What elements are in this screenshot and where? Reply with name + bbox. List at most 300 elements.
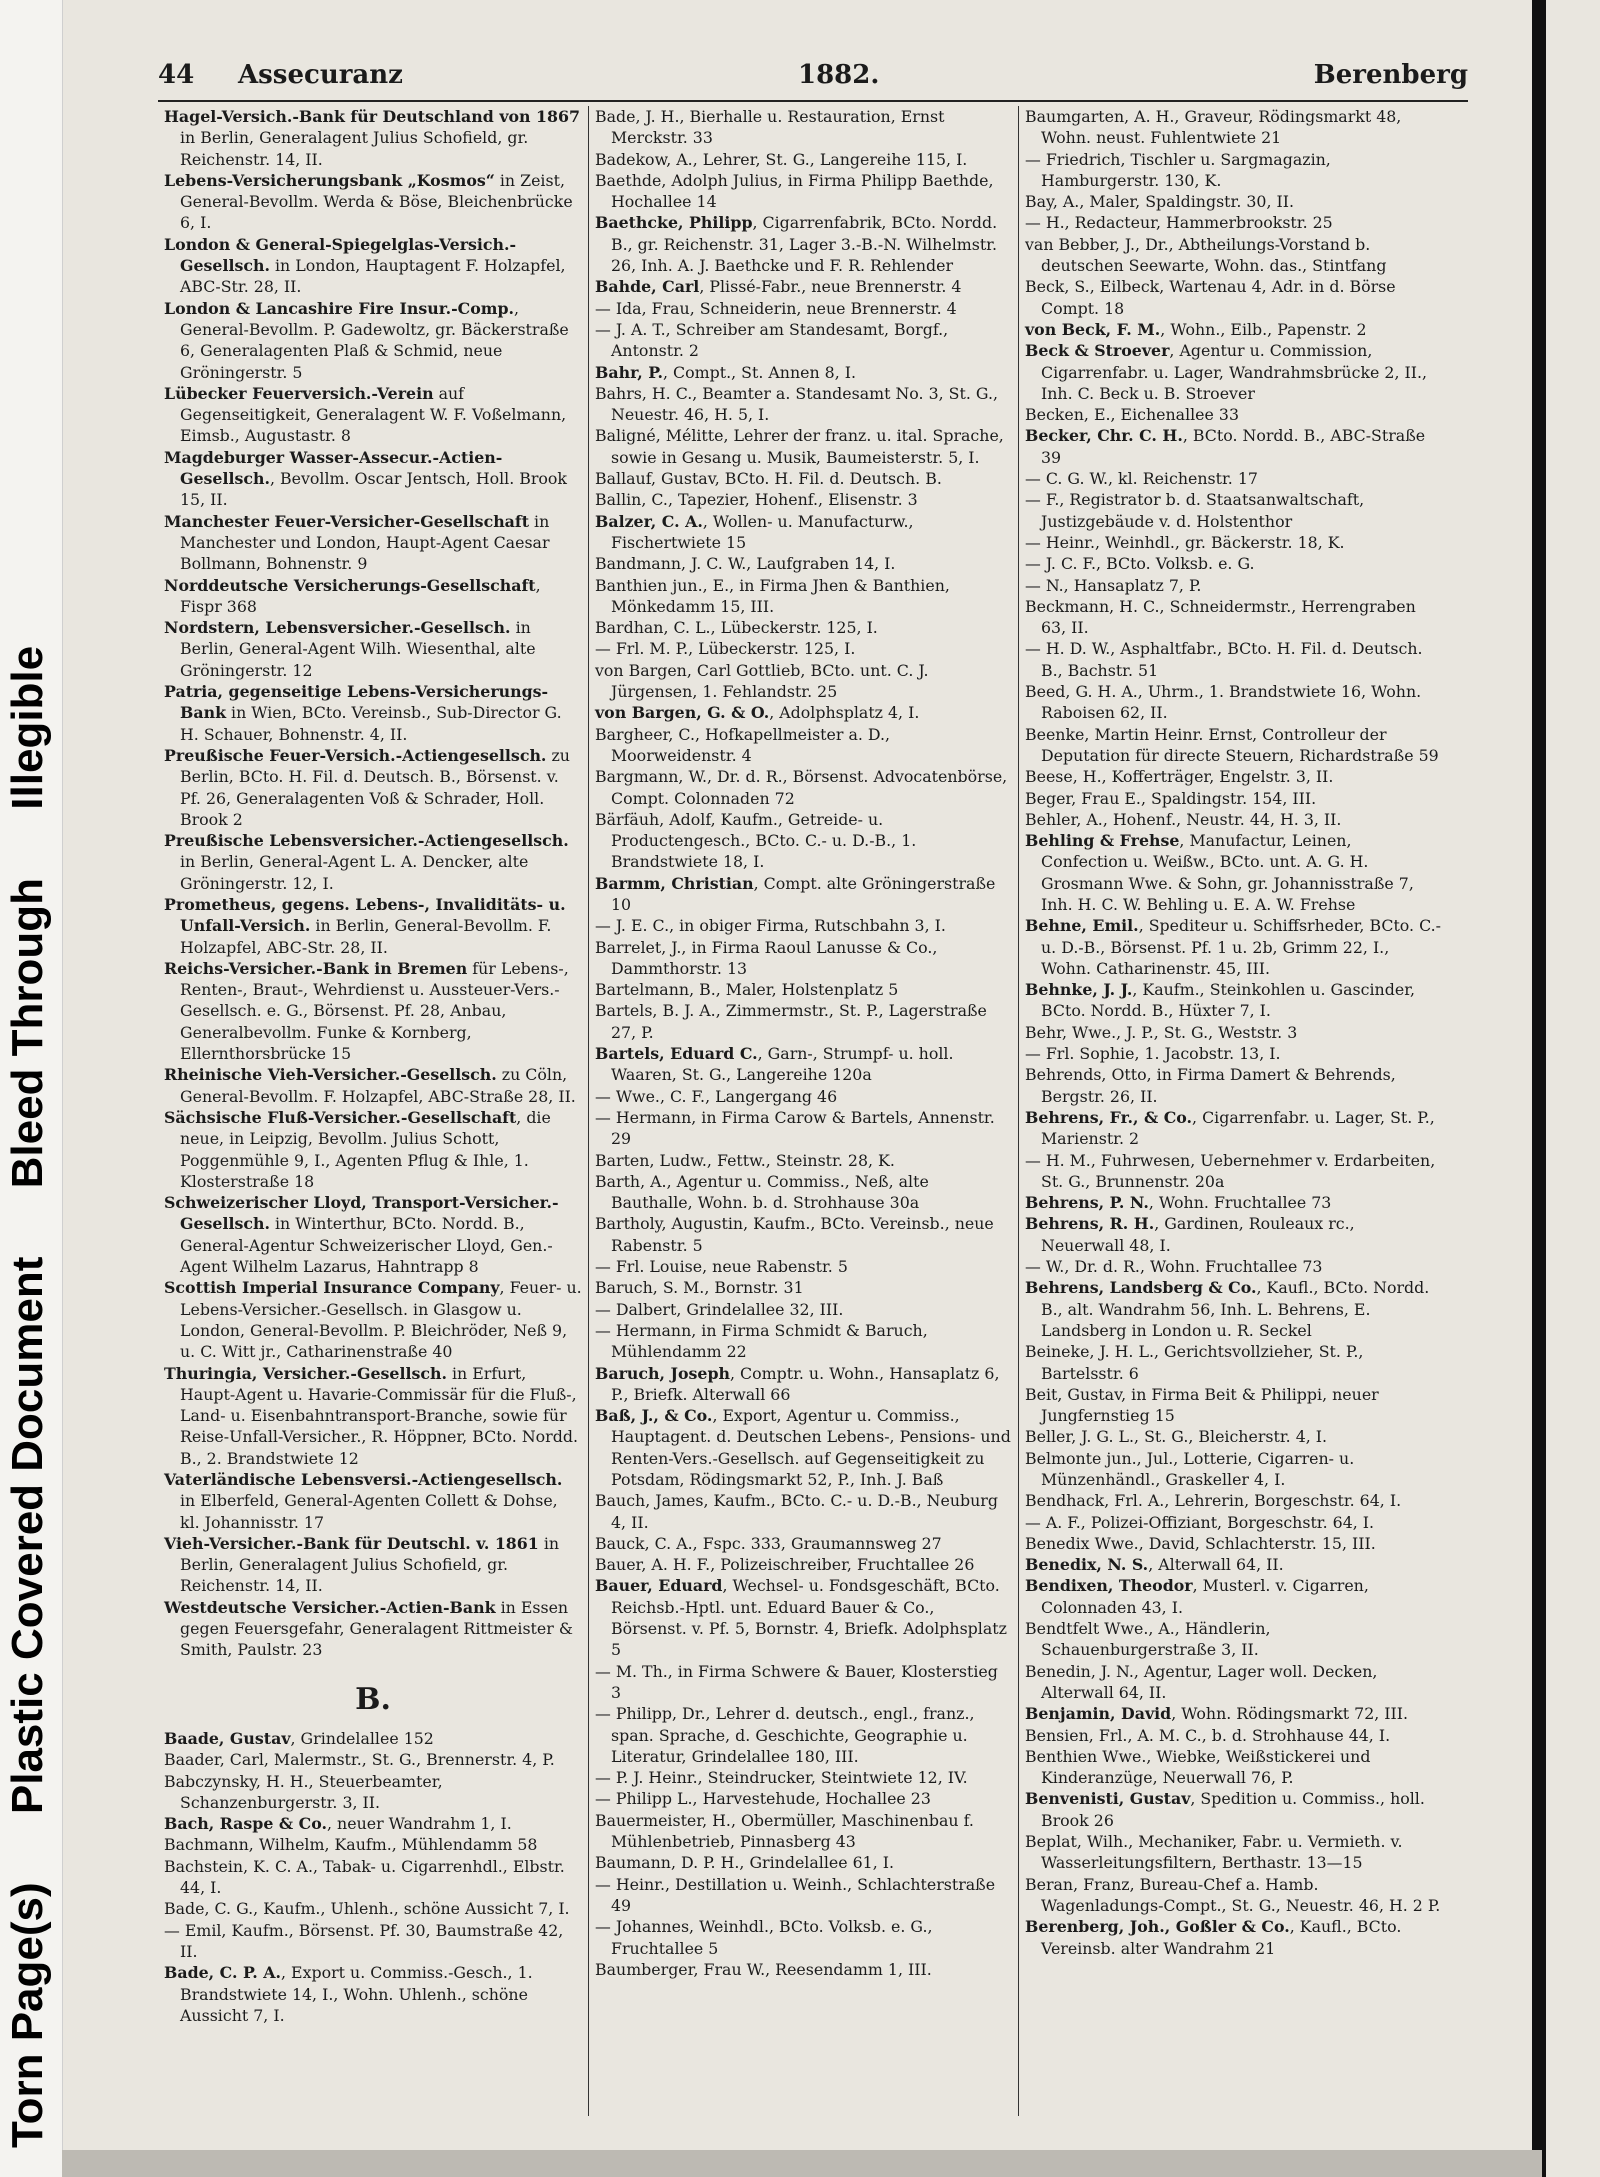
directory-entry <box>1025 1831 1442 1874</box>
entry-details: Bauch, James, Kaufm., BCto. C.- u. D.-B., Neuburg 4, II. <box>595 1491 998 1532</box>
entry-details: in Berlin, Generalagent Julius Schofield, gr. Reichenstr. 14, II. <box>180 1533 560 1596</box>
running-head: Berenberg <box>1313 60 1468 90</box>
entry-details: Belmonte jun., Jul., Lotterie, Cigarren- u. Münzenhändl., Graskeller 4, I. <box>1025 1448 1355 1489</box>
directory-entry <box>595 1852 1012 1873</box>
entry-details: , Kaufl., BCto. Nordd. B., alt. Wandrahm 56, Inh. L. Behrens, E. Landsberg in London u. R. Seckel <box>1041 1278 1430 1340</box>
entry-details: Beran, Franz, Bureau-Chef a. Hamb. Wagenladungs-Compt., St. G., Neuestr. 46, H. 2 P. <box>1025 1874 1441 1915</box>
directory-entry <box>595 766 1012 809</box>
entry-details: , neuer Wandrahm 1, I. <box>327 1814 512 1834</box>
directory-entry <box>595 873 1012 916</box>
directory-entry <box>595 319 1012 362</box>
directory-entry <box>1025 1874 1442 1917</box>
entry-details: , Spedition u. Commiss., holl. Brook 26 <box>1041 1789 1425 1830</box>
directory-entry <box>1025 1554 1442 1575</box>
entry-details: , Compt. alte Gröningerstraße 10 <box>611 873 996 914</box>
directory-entry <box>595 915 1012 936</box>
entry-details: Bartholy, Augustin, Kaufm., BCto. Vereinsb., neue Rabenstr. 5 <box>595 1214 994 1255</box>
directory-entry <box>164 1771 582 1814</box>
entry-details: Beplat, Wilh., Mechaniker, Fabr. u. Vermieth. v. Wasserleitungsfiltern, Berthastr. 13—15 <box>1025 1832 1403 1873</box>
entry-details: Beineke, J. H. L., Gerichtsvollzieher, St. P., Bartelsstr. 6 <box>1025 1342 1364 1383</box>
directory-entry <box>595 149 1012 170</box>
entry-details: zu Berlin, BCto. H. Fil. d. Deutsch. B., Börsenst. v. Pf. 26, Generalagenten Voß & Schrader, Holl. Brook 2 <box>180 745 570 829</box>
directory-entry <box>1025 1277 1442 1341</box>
entry-details: — A. F., Polizei-Offiziant, Borgeschstr. 64, I. <box>1025 1512 1375 1532</box>
entry-name: Vaterländische Lebensversi.-Actiengesellsch. <box>164 1470 563 1489</box>
directory-entry <box>1025 1618 1442 1661</box>
directory-entry <box>595 1810 1012 1853</box>
entry-details: — N., Hansaplatz 7, P. <box>1025 575 1202 595</box>
entry-details: — Heinr., Weinhdl., gr. Bäckerstr. 18, K. <box>1025 532 1345 552</box>
directory-entry <box>1025 106 1442 149</box>
directory-entry <box>164 1898 582 1919</box>
scan-bottom-edge <box>62 2150 1542 2177</box>
entry-details: , Alterwall 64, II. <box>1148 1555 1284 1575</box>
entry-details: in Berlin, General-Bevollm. F. Holzapfel, ABC-Str. 28, II. <box>180 916 552 957</box>
directory-entry <box>595 1150 1012 1171</box>
entry-details: für Lebens-, Renten-, Braut-, Wehrdienst u. Aussteuer-Vers.-Gesellsch. e. G., Börsenst. Pf. 28, Anbau, Generalbevollm. Funke & Kornberg, Ellernthorsbrücke 15 <box>180 958 569 1064</box>
entry-details: in Berlin, Generalagent Julius Schofield, gr. Reichenstr. 14, II. <box>180 128 529 169</box>
entry-details: , Wechsel- u. Fondsgeschäft, BCto. Reichsb.-Hptl. unt. Eduard Bauer & Co., Börsenst. v. Pf. 5, Bornstr. 4, Briefk. Adolphsplatz 5 <box>611 1576 1007 1660</box>
directory-entry <box>1025 1725 1442 1746</box>
directory-entry <box>1025 1703 1442 1724</box>
entry-details: Baumberger, Frau W., Reesendamm 1, III. <box>595 1959 932 1979</box>
directory-entry <box>595 979 1012 1000</box>
entry-name: Benjamin, David <box>1025 1704 1172 1724</box>
entry-details: — Frl. Louise, neue Rabenstr. 5 <box>595 1257 848 1277</box>
directory-entry <box>1025 191 1442 212</box>
directory-entry <box>595 1788 1012 1809</box>
directory-entry <box>1025 1426 1442 1447</box>
entry-details: Becken, E., Eichenallee 33 <box>1025 405 1240 425</box>
entry-name: Balzer, C. A. <box>595 511 703 531</box>
directory-entry <box>164 958 582 1064</box>
entry-details: — H., Redacteur, Hammerbrookstr. 25 <box>1025 213 1333 233</box>
entry-details: Bauer, A. H. F., Polizeischreiber, Fruchtallee 26 <box>595 1555 975 1575</box>
entry-name: Lebens-Versicherungsbank „Kosmos“ <box>164 170 495 190</box>
directory-entry <box>164 1469 582 1533</box>
entry-details: , General-Bevollm. P. Gadewoltz, gr. Bäckerstraße 6, Generalagenten Plaß & Schmid, neue Gröningerstr. 5 <box>180 298 569 382</box>
directory-entry <box>595 276 1012 297</box>
directory-entry <box>595 1086 1012 1107</box>
directory-entry <box>1025 596 1442 639</box>
directory-entry <box>164 1107 582 1192</box>
directory-entry <box>595 489 1012 510</box>
directory-entry <box>1025 1512 1442 1533</box>
entry-details: , Cigarrenfabrik, BCto. Nordd. B., gr. Reichenstr. 31, Lager 3.-B.-N. Wilhelmstr. 26, Inh. A. J. Baethcke und F. R. Rehlender <box>611 213 998 276</box>
entry-name: Benedix, N. S. <box>1025 1555 1149 1575</box>
directory-entry <box>595 1916 1012 1959</box>
directory-entry <box>595 937 1012 980</box>
entry-details: , Wohn. Fruchtallee 73 <box>1148 1193 1332 1213</box>
column-3 <box>1018 106 1448 2116</box>
directory-entry <box>164 447 582 511</box>
entry-details: — W., Dr. d. R., Wohn. Fruchtallee 73 <box>1025 1257 1323 1277</box>
entry-details: , Feuer- u. Lebens-Versicher.-Gesellsch. in Glasgow u. London, General-Bevollm. P. Bleichröder, Neß 9, u. C. Witt jr., Catharinenstraße 40 <box>180 1278 582 1362</box>
entry-name: Bade, C. P. A. <box>164 1963 281 1983</box>
entry-details: , die neue, in Leipzig, Bevollm. Julius Schott, Poggenmühle 9, I., Agenten Pflug & Ihle, 1. Klosterstraße 18 <box>180 1107 551 1191</box>
entry-details: Behrends, Otto, in Firma Damert & Behrends, Bergstr. 26, II. <box>1025 1065 1396 1106</box>
page-number: 44 <box>158 60 195 90</box>
column-1 <box>158 106 588 2116</box>
column-container <box>158 106 1468 2116</box>
directory-entry <box>595 106 1012 149</box>
entry-details: , Export, Agentur u. Commiss., Hauptagent. d. Deutschen Lebens-, Pensions- und Renten-Vers.-Gesellsch. auf Gegenseitigkeit zu Potsdam, Rödingsmarkt 52, P., Inh. J. Baß <box>611 1406 1011 1489</box>
directory-entry <box>164 617 582 681</box>
directory-entry <box>595 809 1012 873</box>
directory-entry <box>1025 1490 1442 1511</box>
label-plastic-covered: Plastic Covered Document <box>3 1256 52 1815</box>
entry-name: Sächsische Fluß-Versicher.-Gesellschaft <box>164 1107 517 1127</box>
entry-details: in Manchester und London, Haupt-Agent Caesar Bollmann, Bohnenstr. 9 <box>180 511 550 574</box>
entry-details: zu Cöln, General-Bevollm. F. Holzapfel, ABC-Straße 28, II. <box>180 1065 576 1106</box>
directory-entry <box>1025 404 1442 425</box>
directory-entry <box>1025 1575 1442 1618</box>
directory-entry <box>595 1256 1012 1277</box>
entry-details: — Friedrich, Tischler u. Sargmagazin, Hamburgerstr. 130, K. <box>1025 149 1331 190</box>
entry-details: Benedix Wwe., David, Schlachterstr. 15, III. <box>1025 1533 1376 1553</box>
entry-details: , Kaufm., Steinkohlen u. Gascinder, BCto. Nordd. B., Hüxter 7, I. <box>1041 980 1416 1021</box>
entry-details: Beed, G. H. A., Uhrm., 1. Brandstwiete 16, Wohn. Raboisen 62, II. <box>1025 682 1422 723</box>
entry-name: Baethcke, Philipp <box>595 213 753 233</box>
directory-entry <box>595 1277 1012 1298</box>
entry-details: — Emil, Kaufm., Börsenst. Pf. 30, Baumstraße 42, II. <box>164 1920 564 1961</box>
directory-entry <box>164 894 582 958</box>
directory-entry <box>1025 276 1442 319</box>
entry-details: Behr, Wwe., J. P., St. G., Weststr. 3 <box>1025 1022 1298 1042</box>
directory-entry <box>595 383 1012 426</box>
entry-details: Bardhan, C. L., Lübeckerstr. 125, I. <box>595 618 878 638</box>
directory-entry <box>164 1962 582 2026</box>
entry-name: Norddeutsche Versicherungs-Gesellschaft <box>164 575 536 595</box>
directory-entry <box>595 1213 1012 1256</box>
entry-details: — Frl. Sophie, 1. Jacobstr. 13, I. <box>1025 1044 1281 1064</box>
entry-details: in Wien, BCto. Vereinsb., Sub-Director G. H. Schauer, Bohnenstr. 4, II. <box>180 703 562 744</box>
entry-details: Baethde, Adolph Julius, in Firma Philipp Baethde, Hochallee 14 <box>595 170 994 212</box>
directory-entry <box>1025 1384 1442 1427</box>
directory-entry <box>1025 830 1442 915</box>
entry-name: Lübecker Feuerversich.-Verein <box>164 383 434 403</box>
entry-details: in Berlin, General-Agent Wilh. Wiesenthal, alte Gröningerstr. 12 <box>180 618 536 680</box>
entry-details: — J. C. F., BCto. Volksb. e. G. <box>1025 554 1255 574</box>
entry-name: Barmm, Christian <box>595 873 754 893</box>
directory-entry <box>1025 915 1442 979</box>
directory-entry <box>595 1171 1012 1214</box>
directory-entry <box>164 1597 582 1661</box>
directory-entry <box>595 1575 1012 1660</box>
directory-entry <box>1025 766 1442 787</box>
entry-details: — C. G. W., kl. Reichenstr. 17 <box>1025 469 1258 489</box>
directory-entry <box>595 1107 1012 1150</box>
directory-entry <box>1025 809 1442 830</box>
directory-entry <box>1025 489 1442 532</box>
entry-details: , Export u. Commiss.-Gesch., 1. Brandstwiete 14, I., Wohn. Uhlenh., schöne Aussicht 7, I. <box>180 1963 533 2025</box>
directory-entry <box>1025 1064 1442 1107</box>
entry-details: , Compt., St. Annen 8, I. <box>663 362 857 382</box>
entry-details: Bachmann, Wilhelm, Kaufm., Mühlendamm 58 <box>164 1835 538 1855</box>
entry-details: Baumgarten, A. H., Graveur, Rödingsmarkt 48, Wohn. neust. Fuhlentwiete 21 <box>1025 107 1402 148</box>
entry-details: von Bargen, Carl Gottlieb, BCto. unt. C. J. Jürgensen, 1. Fehlandstr. 25 <box>595 660 929 702</box>
entry-name: Scottish Imperial Insurance Company <box>164 1278 500 1298</box>
entry-name: Behrens, P. N. <box>1025 1193 1149 1213</box>
entry-name: Bahde, Carl <box>595 277 700 297</box>
directory-entry <box>1025 149 1442 192</box>
entry-name: Preußische Lebensversicher.-Actiengesellsch. <box>164 831 569 851</box>
entry-details: Beller, J. G. L., St. G., Bleicherstr. 4, I. <box>1025 1427 1328 1447</box>
directory-entry <box>595 1874 1012 1917</box>
entry-details: Banthien jun., E., in Firma Jhen & Banthien, Mönkedamm 15, III. <box>595 575 950 616</box>
entry-details: Babczynsky, H. H., Steuerbeamter, Schanzenburgerstr. 3, II. <box>164 1771 443 1812</box>
directory-entry <box>164 575 582 618</box>
entry-details: — J. A. T., Schreiber am Standesamt, Borgf., Antonstr. 2 <box>595 319 949 361</box>
directory-entry <box>595 702 1012 723</box>
entry-details: in Winterthur, BCto. Nordd. B., General-Agentur Schweizerischer Lloyd, Gen.-Agent Wilhelm Lazarus, Hahntrapp 8 <box>180 1214 553 1277</box>
directory-entry <box>164 1834 582 1855</box>
directory-entry <box>164 1533 582 1597</box>
entry-name: London & Lancashire Fire Insur.-Comp. <box>164 298 515 318</box>
directory-entry <box>1025 788 1442 809</box>
directory-entry <box>595 575 1012 618</box>
directory-entry <box>164 830 582 894</box>
entry-details: Bahrs, H. C., Beamter a. Standesamt No. 3, St. G., Neuestr. 46, H. 5, I. <box>595 383 998 425</box>
entry-details: , Plissé-Fabr., neue Brennerstr. 4 <box>699 277 962 297</box>
entry-details: — H. D. W., Asphaltfabr., BCto. H. Fil. d. Deutsch. B., Bachstr. 51 <box>1025 639 1423 680</box>
directory-entry <box>164 1856 582 1899</box>
directory-entry <box>1025 468 1442 489</box>
directory-entry <box>164 170 582 234</box>
directory-entry <box>1025 1213 1442 1256</box>
scan-right-edge <box>1532 0 1546 2177</box>
directory-entry <box>595 1299 1012 1320</box>
entry-details: Bauermeister, H., Obermüller, Maschinenbau f. Mühlenbetrieb, Pinnasberg 43 <box>595 1810 974 1852</box>
entry-details: Bärfäuh, Adolf, Kaufm., Getreide- u. Productengesch., BCto. C.- u. D.-B., 1. Brandstwiete 18, I. <box>595 809 917 872</box>
entry-name: Bahr, P. <box>595 362 664 382</box>
entry-details: Bargheer, C., Hofkapellmeister a. D., Moorweidenstr. 4 <box>595 724 891 765</box>
directory-entry <box>1025 234 1442 277</box>
entry-name: von Beck, F. M. <box>1025 319 1161 339</box>
entry-name: Bauer, Eduard <box>595 1576 723 1596</box>
directory-entry <box>1025 1746 1442 1789</box>
directory-entry <box>595 511 1012 554</box>
entry-details: Beckmann, H. C., Schneidermstr., Herrengraben 63, II. <box>1025 596 1416 638</box>
entry-details: , Fispr 368 <box>180 575 541 616</box>
entry-details: Bade, C. G., Kaufm., Uhlenh., schöne Aussicht 7, I. <box>164 1899 570 1919</box>
scan-condition-labels <box>3 28 63 2148</box>
directory-entry <box>1025 1150 1442 1193</box>
entry-details: Bendhack, Frl. A., Lehrerin, Borgeschstr. 64, I. <box>1025 1491 1402 1511</box>
entry-details: in Zeist, General-Bevollm. Werda & Böse, Bleichenbrücke 6, I. <box>180 170 573 233</box>
entry-details: — P. J. Heinr., Steindrucker, Steintwiete 12, IV. <box>595 1768 968 1788</box>
directory-entry <box>164 106 582 170</box>
directory-page <box>158 60 1468 2122</box>
label-torn-pages: Torn Page(s) <box>3 1882 52 2148</box>
column-2 <box>588 106 1018 2116</box>
entry-name: Behnke, J. J. <box>1025 980 1133 1000</box>
entry-details: in Erfurt, Haupt-Agent u. Havarie-Commissär für die Fluß-, Land- u. Eisenbahntransport-Branche, sowie für Reise-Unfall-Versicher., R. Höppner, BCto. Nordd. B., 2. Brandstwiete 12 <box>180 1363 578 1468</box>
directory-entry <box>1025 1192 1442 1213</box>
directory-entry <box>164 383 582 447</box>
directory-entry <box>164 511 582 575</box>
entry-name: Behling & Frehse <box>1025 831 1180 851</box>
section-letter-heading: B. <box>355 1681 391 1717</box>
directory-entry <box>1025 425 1442 468</box>
entry-details: , Garn-, Strumpf- u. holl. Waaren, St. G., Langereihe 120a <box>611 1044 954 1085</box>
directory-entry <box>164 1920 582 1963</box>
entry-name: Behrens, R. H. <box>1025 1214 1155 1234</box>
entry-name: Berenberg, Joh., Goßler & Co. <box>1025 1917 1290 1937</box>
directory-entry <box>595 1959 1012 1980</box>
directory-entry <box>1025 1107 1442 1150</box>
entry-details: auf Gegenseitigkeit, Generalagent W. F. Voßelmann, Eimsb., Augustastr. 8 <box>180 383 567 446</box>
entry-name: Magdeburger Wasser-Assecur.-Actien-Gesellsch. <box>164 447 503 489</box>
entry-details: Baader, Carl, Malermstr., St. G., Brennerstr. 4, P. <box>164 1750 555 1770</box>
directory-entry <box>595 425 1012 468</box>
entry-details: Bandmann, J. C. W., Laufgraben 14, I. <box>595 554 896 574</box>
entry-details: , Wollen- u. Manufacturw., Fischertwiete 15 <box>611 511 914 552</box>
entry-details: Baruch, S. M., Bornstr. 31 <box>595 1278 804 1298</box>
entry-details: — Hermann, in Firma Carow & Bartels, Annenstr. 29 <box>595 1107 995 1149</box>
directory-entry <box>595 638 1012 659</box>
directory-entry <box>595 660 1012 703</box>
entry-details: , Agentur u. Commission, Cigarrenfabr. u. Lager, Wandrahmsbrücke 2, II., Inh. C. Beck u. B. Stroever <box>1041 341 1428 403</box>
directory-entry <box>595 1405 1012 1490</box>
entry-details: Ballin, C., Tapezier, Hohenf., Elisenstr. 3 <box>595 490 918 510</box>
directory-entry <box>1025 575 1442 596</box>
entry-details: , Gardinen, Rouleaux rc., Neuerwall 48, I. <box>1041 1214 1355 1255</box>
entry-name: von Bargen, G. & O. <box>595 703 770 723</box>
entry-details: Barth, A., Agentur u. Commiss., Neß, alte Bauthalle, Wohn. b. d. Strohhause 30a <box>595 1171 929 1213</box>
directory-entry <box>595 1043 1012 1086</box>
entry-name: Reichs-Versicher.-Bank in Bremen <box>164 958 468 978</box>
directory-entry <box>1025 1533 1442 1554</box>
entry-details: Bartelmann, B., Maler, Holstenplatz 5 <box>595 980 899 1000</box>
directory-entry <box>595 724 1012 767</box>
directory-entry <box>1025 212 1442 233</box>
directory-entry <box>595 1554 1012 1575</box>
entry-name: Bach, Raspe & Co. <box>164 1814 327 1834</box>
directory-entry <box>595 1533 1012 1554</box>
directory-entry <box>164 681 582 745</box>
entry-details: , Spediteur u. Schiffsrheder, BCto. C.- u. D.-B., Börsenst. Pf. 1 u. 2b, Grimm 22, I., Wohn. Catharinenstr. 45, III. <box>1041 916 1441 978</box>
entry-details: — H. M., Fuhrwesen, Uebernehmer v. Erdarbeiten, St. G., Brunnenstr. 20a <box>1025 1150 1436 1191</box>
label-illegible: Illegible <box>3 645 52 810</box>
entry-details: Beit, Gustav, in Firma Beit & Philippi, neuer Jungfernstieg 15 <box>1025 1384 1379 1426</box>
entry-name: Bartels, Eduard C. <box>595 1044 758 1064</box>
directory-entry <box>1025 1788 1442 1831</box>
directory-entry <box>595 468 1012 489</box>
directory-entry <box>595 617 1012 638</box>
directory-entry <box>1025 724 1442 767</box>
entry-details: , Wohn., Eilb., Papenstr. 2 <box>1160 319 1367 339</box>
directory-entry <box>164 1277 582 1362</box>
entry-details: Baligné, Mélitte, Lehrer der franz. u. ital. Sprache, sowie in Gesang u. Musik, Baumeisterstr. 5, I. <box>595 426 1004 467</box>
entry-name: Beck & Stroever <box>1025 341 1170 361</box>
label-bleed-through: Bleed Through <box>3 877 52 1189</box>
directory-entry <box>164 1064 582 1107</box>
entry-details: Bendtfelt Wwe., A., Händlerin, Schauenburgerstraße 3, II. <box>1025 1619 1271 1660</box>
entry-details: — Hermann, in Firma Schmidt & Baruch, Mühlendamm 22 <box>595 1320 928 1362</box>
entry-details: in Berlin, General-Agent L. A. Dencker, alte Gröningerstr. 12, I. <box>180 852 529 893</box>
scan-side-strip <box>0 0 63 2177</box>
entry-name: Baruch, Joseph <box>595 1363 730 1383</box>
entry-details: , Wohn. Rödingsmarkt 72, III. <box>1171 1704 1409 1724</box>
directory-entry <box>1025 1341 1442 1384</box>
entry-name: Preußische Feuer-Versich.-Actiengesellsch. <box>164 745 547 765</box>
directory-entry <box>1025 532 1442 553</box>
directory-entry <box>164 745 582 830</box>
entry-name: Behrens, Landsberg & Co. <box>1025 1278 1257 1298</box>
directory-entry <box>595 212 1012 276</box>
entry-details: , Manufactur, Leinen, Confection u. Weißw., BCto. unt. A. G. H. Grosmann Wwe. & Sohn, gr. Johannisstraße 7, Inh. H. C. W. Behling u. E. A. W. Frehse <box>1041 831 1414 914</box>
directory-entry <box>595 298 1012 319</box>
entry-details: — Wwe., C. F., Langergang 46 <box>595 1086 838 1106</box>
directory-entry <box>595 1320 1012 1363</box>
directory-entry <box>1025 1256 1442 1277</box>
directory-entry <box>595 1767 1012 1788</box>
entry-details: — Ida, Frau, Schneiderin, neue Brennerstr. 4 <box>595 298 957 318</box>
entry-details: Beese, H., Kofferträger, Engelstr. 3, II. <box>1025 767 1334 787</box>
directory-entry <box>1025 979 1442 1022</box>
entry-name: Behrens, Fr., & Co. <box>1025 1107 1193 1127</box>
entry-details: Behler, A., Hohenf., Neustr. 44, H. 3, II. <box>1025 809 1342 829</box>
entry-details: Bensien, Frl., A. M. C., b. d. Strohhause 44, I. <box>1025 1725 1391 1745</box>
entry-details: — Dalbert, Grindelallee 32, III. <box>595 1299 844 1319</box>
entry-details: in Elberfeld, General-Agenten Collett & Dohse, kl. Johannisstr. 17 <box>180 1491 558 1532</box>
entry-details: Barrelet, J., in Firma Raoul Lanusse & Co., Dammthorstr. 13 <box>595 937 938 978</box>
entry-details: Barten, Ludw., Fettw., Steinstr. 28, K. <box>595 1150 895 1170</box>
entry-details: Bade, J. H., Bierhalle u. Restauration, Ernst Merckstr. 33 <box>595 107 945 148</box>
directory-entry <box>1025 1661 1442 1704</box>
entry-name: Baade, Gustav <box>164 1728 291 1748</box>
entry-details: , Grindelallee 152 <box>290 1728 434 1748</box>
entry-details: , Musterl. v. Cigarren, Colonnaden 43, I. <box>1041 1576 1369 1617</box>
directory-entry <box>1025 681 1442 724</box>
entry-details: in London, Hauptagent F. Holzapfel, ABC-Str. 28, II. <box>180 256 566 297</box>
entry-details: Bargmann, W., Dr. d. R., Börsenst. Advocatenbörse, Compt. Colonnaden 72 <box>595 767 1008 808</box>
entry-details: Ballauf, Gustav, BCto. H. Fil. d. Deutsch. B. <box>595 469 942 489</box>
entry-details: Bachstein, K. C. A., Tabak- u. Cigarrenhdl., Elbstr. 44, I. <box>164 1856 565 1898</box>
directory-entry <box>164 1728 582 1749</box>
entry-details: Bauck, C. A., Fspc. 333, Graumannsweg 27 <box>595 1533 942 1553</box>
directory-entry <box>164 234 582 298</box>
directory-entry <box>1025 319 1442 340</box>
directory-entry <box>164 1813 582 1834</box>
entry-name: Patria, gegenseitige Lebens-Versicherungs-Bank <box>164 682 549 723</box>
entry-details: , Bevollm. Oscar Jentsch, Holl. Brook 15, II. <box>180 469 568 510</box>
directory-entry <box>595 1000 1012 1043</box>
directory-entry <box>164 1749 582 1770</box>
entry-details: , Cigarrenfabr. u. Lager, St. P., Marienstr. 2 <box>1041 1107 1435 1149</box>
entry-details: — M. Th., in Firma Schwere & Bauer, Klosterstieg 3 <box>595 1661 998 1702</box>
directory-entry <box>1025 340 1442 404</box>
entry-name: Baß, J., & Co. <box>595 1406 713 1426</box>
directory-entry <box>595 170 1012 213</box>
entry-details: — F., Registrator b. d. Staatsanwaltschaft, Justizgebäude v. d. Holstenthor <box>1025 490 1365 531</box>
directory-entry <box>595 1490 1012 1533</box>
directory-entry <box>1025 1448 1442 1491</box>
entry-name: Thuringia, Versicher.-Gesellsch. <box>164 1363 447 1383</box>
directory-entry <box>1025 553 1442 574</box>
entry-details: , Kaufl., BCto. Vereinsb. alter Wandrahm 21 <box>1041 1917 1402 1958</box>
directory-entry <box>1025 1916 1442 1959</box>
entry-details: — Heinr., Destillation u. Weinh., Schlachterstraße 49 <box>595 1874 996 1915</box>
directory-entry <box>164 1192 582 1277</box>
directory-entry <box>164 298 582 383</box>
entry-details: van Bebber, J., Dr., Abtheilungs-Vorstand b. deutschen Seewarte, Wohn. das., Stintfang <box>1025 234 1387 276</box>
directory-entry <box>1025 1043 1442 1064</box>
year-heading: 1882. <box>798 60 880 90</box>
entry-details: Benthien Wwe., Wiebke, Weißstickerei und Kinderanzüge, Neuerwall 76, P. <box>1025 1746 1371 1788</box>
entry-name: Benvenisti, Gustav <box>1025 1789 1191 1809</box>
